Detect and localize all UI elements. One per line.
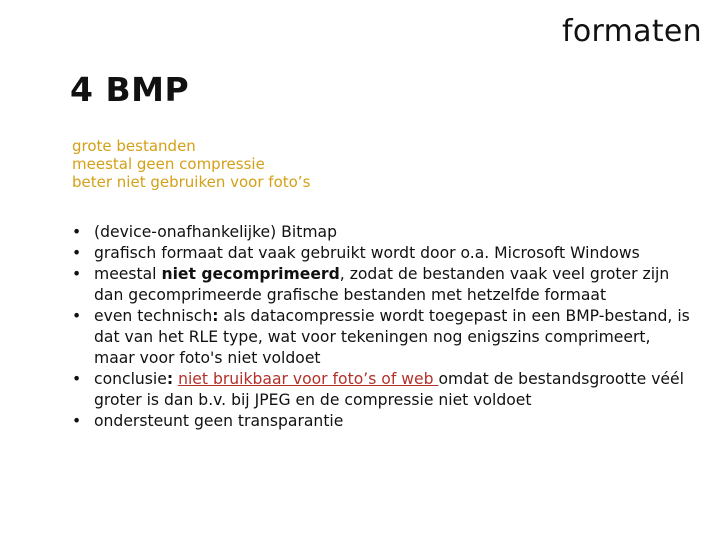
bullet-text-prefix: conclusie bbox=[94, 370, 167, 388]
bullet-text-prefix: meestal bbox=[94, 265, 162, 283]
summary-line: meestal geen compressie bbox=[72, 155, 265, 173]
bullet-text-bold: : bbox=[166, 370, 174, 388]
bullet-dot-icon: • bbox=[72, 370, 82, 388]
summary-line: beter niet gebruiken voor foto’s bbox=[72, 173, 311, 191]
summary-line: grote bestanden bbox=[72, 137, 196, 155]
bullet-dot-icon: • bbox=[72, 412, 82, 430]
bullet-text-bold: niet gecomprimeerd bbox=[161, 265, 340, 283]
bullet-item bbox=[72, 369, 692, 411]
header-title: formaten bbox=[562, 14, 702, 49]
bullet-item bbox=[72, 306, 692, 369]
bullet-text: ondersteunt geen transparantie bbox=[94, 412, 344, 430]
bullet-dot-icon: • bbox=[72, 244, 82, 262]
bullet-text-suffix: omdat de bestandsgrootte véél groter is dan b.v. bij JPEG en de compressie niet voldoet bbox=[94, 370, 684, 409]
conclusion-link[interactable]: niet bruikbaar voor foto’s of web bbox=[178, 370, 439, 388]
bullet-text-suffix: als datacompressie wordt toegepast in een BMP-bestand, is dat van het RLE type, wat voor tekeningen nog enigszins comprimeert, maar voor foto's niet voldoet bbox=[94, 307, 690, 367]
bullet-text-suffix: , zodat de bestanden vaak veel groter zijn dan gecomprimeerde grafische bestanden met hetzelfde formaat bbox=[94, 265, 670, 304]
bullet-text-bold: : bbox=[212, 307, 219, 325]
slide-heading: 4 BMP bbox=[70, 70, 190, 109]
bullet-text: (device-onafhankelijke) Bitmap bbox=[94, 223, 337, 241]
bullet-item bbox=[72, 411, 692, 432]
summary-block bbox=[72, 137, 310, 191]
bullet-item bbox=[72, 243, 692, 264]
bullet-list bbox=[72, 222, 692, 432]
bullet-item bbox=[72, 264, 692, 306]
bullet-dot-icon: • bbox=[72, 307, 82, 325]
bullet-dot-icon: • bbox=[72, 223, 82, 241]
bullet-text: grafisch formaat dat vaak gebruikt wordt door o.a. Microsoft Windows bbox=[94, 244, 640, 262]
bullet-item bbox=[72, 222, 692, 243]
bullet-text-prefix: even technisch bbox=[94, 307, 213, 325]
bullet-dot-icon: • bbox=[72, 265, 82, 283]
